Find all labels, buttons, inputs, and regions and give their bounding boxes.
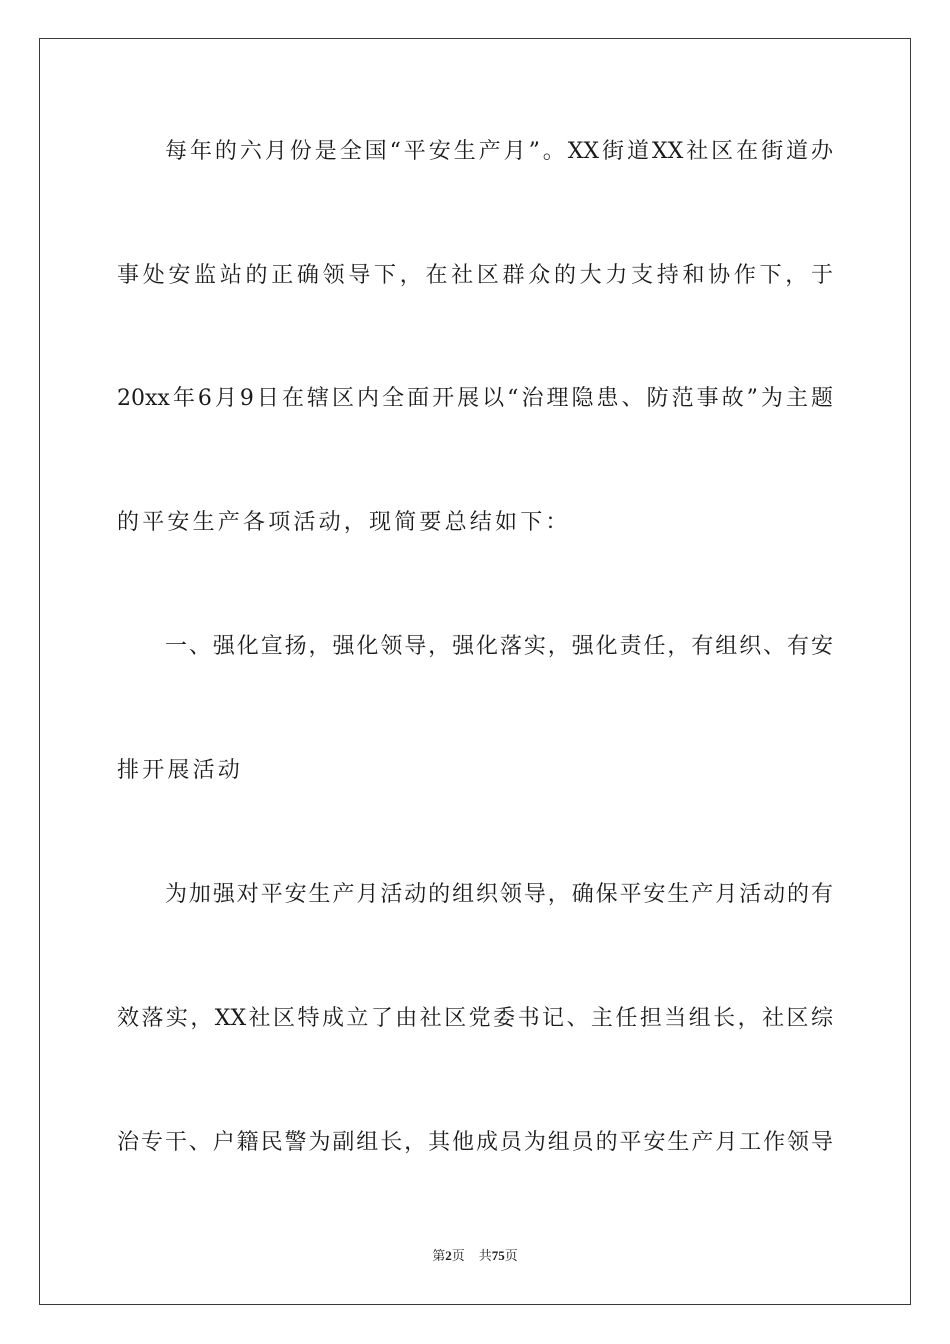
text-line-5: 一、强化宣扬，强化领导，强化落实，强化责任，有组织、有安 <box>165 634 833 659</box>
page-total: 75 <box>491 1248 505 1263</box>
page-suffix: 页 <box>451 1249 465 1264</box>
text-line-8: 效落实，XX社区特成立了由社区党委书记、主任担当组长，社区综 <box>117 1006 833 1031</box>
text-line-7: 为加强对平安生产月活动的组织领导，确保平安生产月活动的有 <box>165 882 833 907</box>
page-current: 2 <box>445 1248 452 1263</box>
page-border <box>39 38 911 1305</box>
text-line-6: 排开展活动 <box>117 758 244 783</box>
total-suffix: 页 <box>504 1249 518 1264</box>
text-line-4: 的平安生产各项活动，现简要总结如下： <box>117 510 571 535</box>
text-line-3: 20xx年6月9日在辖区内全面开展以“治理隐患、防范事故”为主题 <box>117 386 833 411</box>
total-prefix: 共 <box>478 1249 492 1264</box>
page-prefix: 第 <box>432 1249 446 1264</box>
text-line-2: 事处安监站的正确领导下，在社区群众的大力支持和协作下，于 <box>117 263 833 288</box>
text-line-9: 治专干、户籍民警为副组长，其他成员为组员的平安生产月工作领导 <box>117 1130 833 1155</box>
page-footer <box>0 1247 950 1266</box>
text-line-1: 每年的六月份是全国“平安生产月”。XX街道XX社区在街道办 <box>165 139 833 164</box>
